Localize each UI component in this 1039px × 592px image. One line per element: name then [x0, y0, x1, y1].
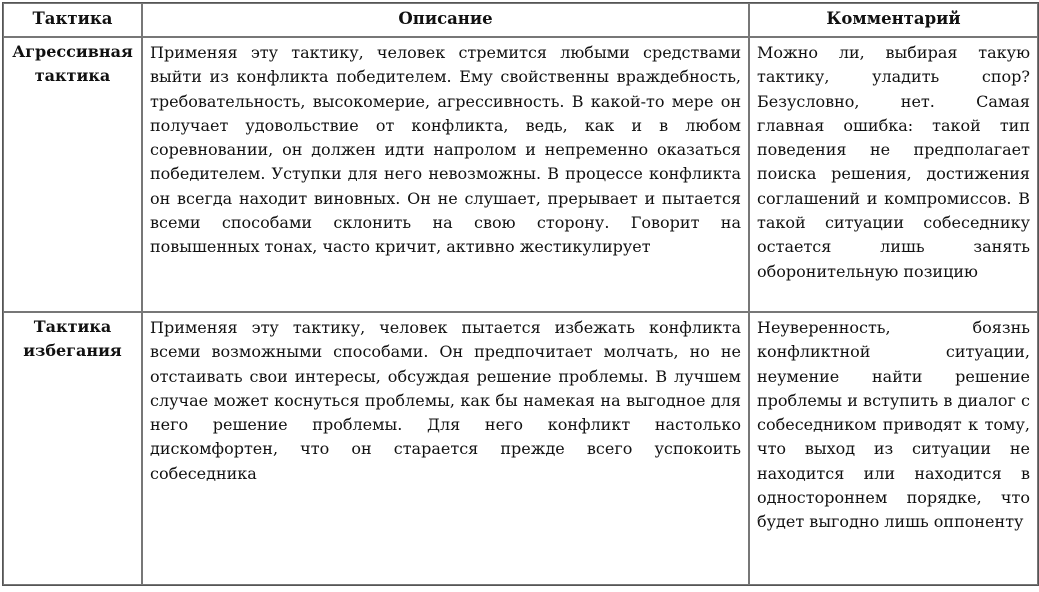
header-tactic: Тактика — [3, 3, 142, 37]
tactics-table — [2, 2, 1039, 586]
comment-cell: Можно ли, выбирая такую тактику, уладить спор? Безусловно, нет. Самая главная ошибка: такой тип поведения не предполагает поиска решения, достижения соглашений и компромиссов. В такой ситуации собеседнику остается лишь занять оборонительную позицию — [749, 37, 1038, 312]
tactic-name-line2: избегания — [23, 341, 122, 360]
comment-cell: Неуверенность, боязнь конфликтной ситуации, неумение найти решение проблемы и вступить в диалог с собеседником приводят к тому, что выход из ситуации не находится или находится в одностороннем порядке, что будет выгодно лишь оппоненту — [749, 312, 1038, 585]
tactic-cell — [3, 37, 142, 312]
header-comment: Комментарий — [749, 3, 1038, 37]
table-row — [3, 37, 1038, 312]
tactic-cell — [3, 312, 142, 585]
table-header-row — [3, 3, 1038, 37]
tactic-name-line1: Агрессивная — [12, 42, 133, 61]
table-row — [3, 312, 1038, 585]
description-cell: Применяя эту тактику, человек стремится любыми средствами выйти из конфликта победителем. Ему свойственны враждебность, требовательность, высокомерие, агрессивность. В какой-то мере он получает удовольствие от конфликта, ведь, как и в любом соревновании, он должен идти напролом и непременно оказаться победителем. Уступки для него невозможны. В процессе конфликта он всегда находит виновных. Он не слушает, прерывает и пытается всеми способами склонить на свою сторону. Говорит на повышенных тонах, часто кричит, активно жестикулирует — [142, 37, 749, 312]
header-description: Описание — [142, 3, 749, 37]
tactic-name-line2: тактика — [34, 66, 111, 85]
description-cell: Применяя эту тактику, человек пытается избежать конфликта всеми возможными способами. Он предпочитает молчать, но не отстаивать свои интересы, обсуждая решение проблемы. В лучшем случае может коснуться проблемы, как бы намекая на выгодное для него решение проблемы. Для него конфликт настолько дискомфортен, что он старается прежде всего успокоить собеседника — [142, 312, 749, 585]
tactic-name-line1: Тактика — [33, 317, 112, 336]
